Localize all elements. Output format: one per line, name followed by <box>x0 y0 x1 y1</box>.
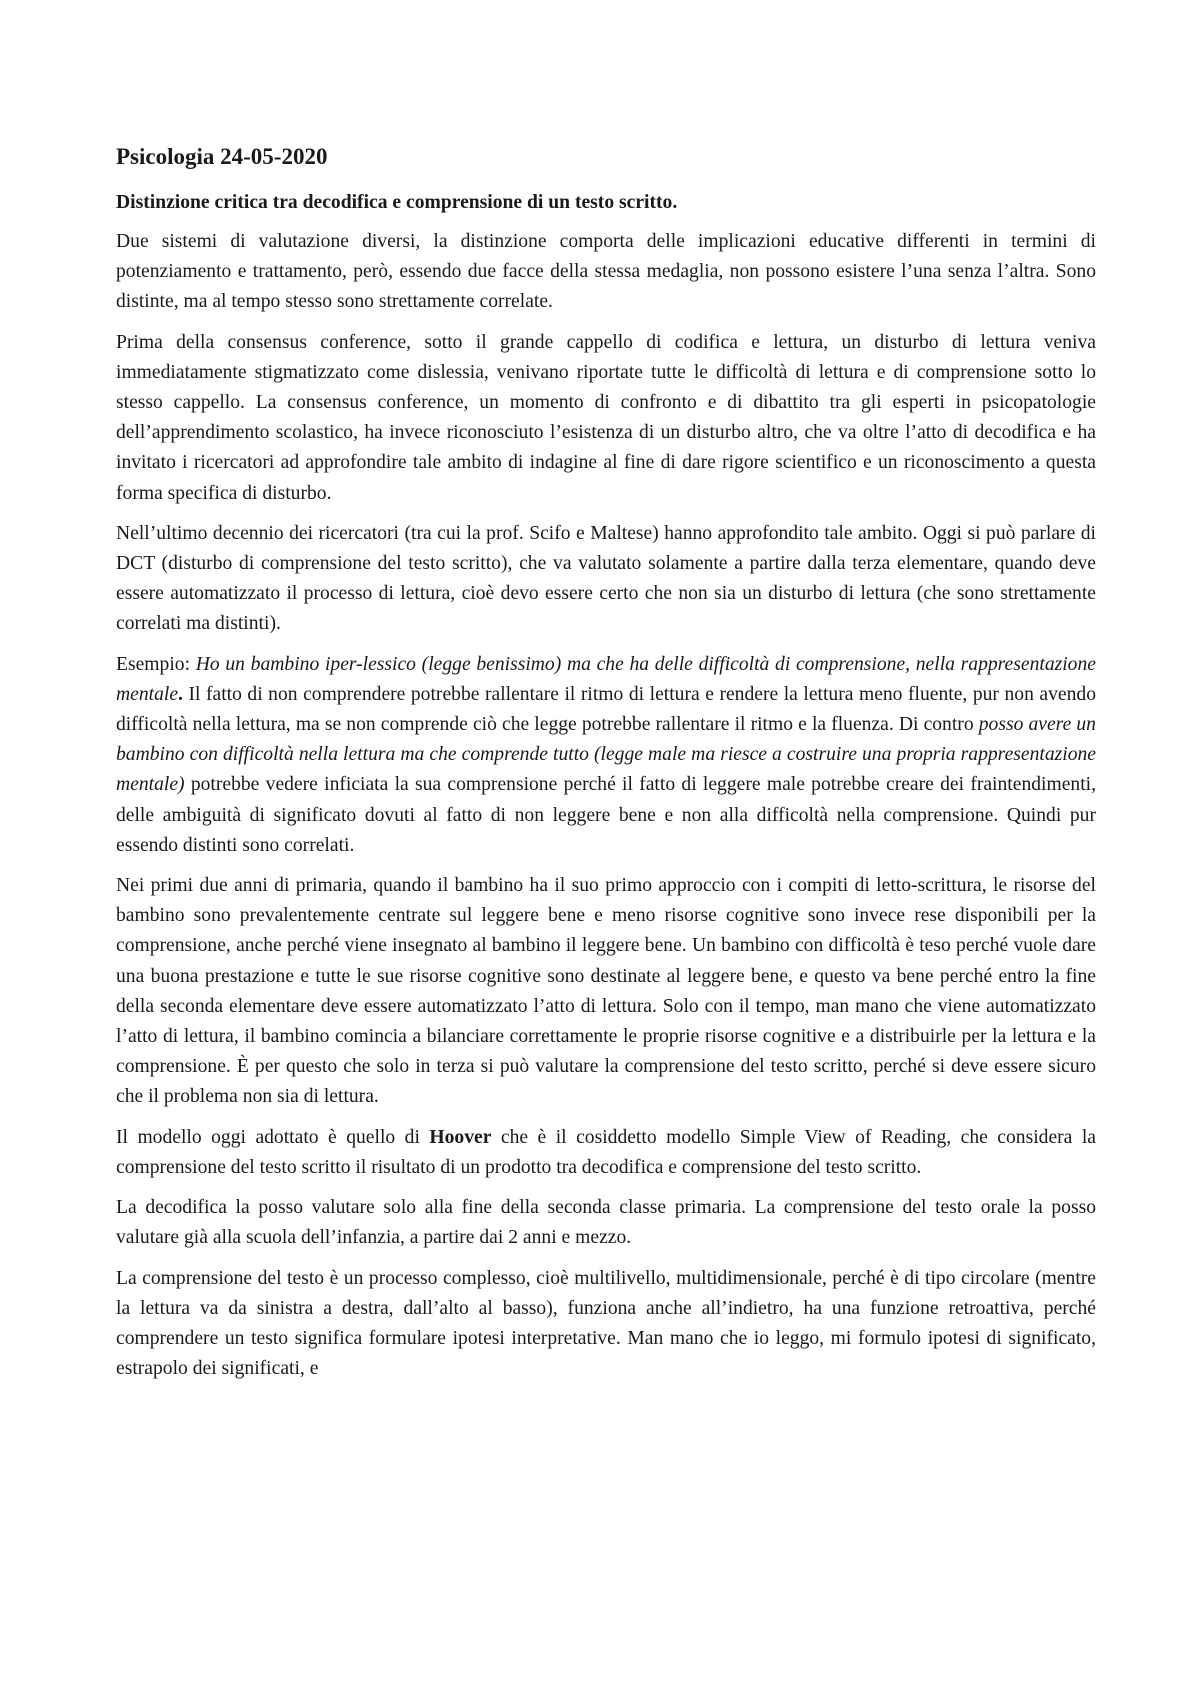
paragraph-8: La comprensione del testo è un processo complesso, cioè multilivello, multidimensionale, perché è di tipo circolare (mentre la lettura va da sinistra a destra, dall’alto al basso), funziona anche all’indietro, ha una funzione retroattiva, perché comprendere un testo significa formulare ipotesi interpretative. Man mano che io leggo, mi formulo ipotesi di significato, estrapolo dei significati, e <box>116 1267 1096 1380</box>
hoover-name: Hoover <box>429 1126 492 1148</box>
paragraph-7: La decodifica la posso valutare solo alla fine della seconda classe primaria. La comprensione del testo orale la posso valutare già alla scuola dell’infanzia, a partire dai 2 anni e mezzo. <box>116 1197 1096 1249</box>
paragraph-3: Nell’ultimo decennio dei ricercatori (tra cui la prof. Scifo e Maltese) hanno approfondito tale ambito. Oggi si può parlare di DCT (disturbo di comprensione del testo scritto), che va valutato solamente a partire dalla terza elementare, quando deve essere automatizzato il processo di lettura, cioè devo essere certo che non sia un disturbo di lettura (che sono strettamente correlati ma distinti). <box>116 522 1096 635</box>
document-body <box>116 141 1096 1394</box>
paragraph-1: Due sistemi di valutazione diversi, la distinzione comporta delle implicazioni educative differenti in termini di potenziamento e trattamento, però, essendo due facce della stessa medaglia, non possono esistere l’una senza l’altra. Sono distinte, ma al tempo stesso sono strettamente correlate. <box>116 231 1096 313</box>
paragraph-4-example <box>116 650 1096 861</box>
example-tail: potrebbe vedere inficiata la sua comprensione perché il fatto di leggere male potrebbe creare dei fraintendimenti, delle ambiguità di significato dovuti al fatto di non leggere bene e non alla difficoltà nella comprensione. Quindi pur essendo distinti sono correlati. <box>116 774 1096 856</box>
paragraph-6 <box>116 1123 1096 1183</box>
section-heading: Distinzione critica tra decodifica e comprensione di un testo scritto. <box>116 192 678 213</box>
paragraph-2: Prima della consensus conference, sotto il grande cappello di codifica e lettura, un disturbo di lettura veniva immediatamente stigmatizzato come dislessia, venivano riportate tutte le difficoltà di lettura e di comprensione sotto lo stesso cappello. La consensus conference, un momento di confronto e di dibattito tra gli esperti in psicopatologie dell’apprendimento scolastico, ha invece riconosciuto l’esistenza di un disturbo altro, che va oltre l’atto di decodifica e ha invitato i ricercatori ad approfondire tale ambito di indagine al fine di dare rigore scientifico e un riconoscimento a questa forma specifica di disturbo. <box>116 331 1096 504</box>
example-lead: Esempio: <box>116 653 196 675</box>
hoover-tail: che è il cosiddetto modello Simple View of Reading, che considera la comprensione del testo scritto il risultato di un prodotto tra decodifica e comprensione del testo scritto. <box>116 1126 1096 1178</box>
paragraph-5: Nei primi due anni di primaria, quando il bambino ha il suo primo approccio con i compiti di letto-scrittura, le risorse del bambino sono prevalentemente centrate sul leggere bene e meno risorse cognitive sono invece rese disponibili per la comprensione, anche perché viene insegnato al bambino il leggere bene. Un bambino con difficoltà è teso perché vuole dare una buona prestazione e tutte le sue risorse cognitive sono destinate al leggere bene, e questo va bene perché entro la fine della seconda elementare deve essere automatizzato l’atto di lettura. Solo con il tempo, man mano che viene automatizzato l’atto di lettura, il bambino comincia a bilanciare correttamente le proprie risorse cognitive e a distribuirle per la lettura e la comprensione. È per questo che solo in terza si può valutare la comprensione del testo scritto, perché si deve essere sicuro che il problema non sia di lettura. <box>116 875 1096 1108</box>
example-bold-period: . <box>178 683 183 705</box>
hoover-lead: Il modello oggi adottato è quello di <box>116 1126 430 1148</box>
example-italic-1: Ho un bambino iper-lessico (legge benissimo) ma che ha delle difficoltà di comprensione, nella rappresentazione mentale <box>116 653 1096 705</box>
example-middle: Il fatto di non comprendere potrebbe rallentare il ritmo di lettura e rendere la lettura meno fluente, pur non avendo difficoltà nella lettura, ma se non comprende ciò che legge potrebbe rallentare il ritmo e la fluenza. Di contro <box>116 683 1096 736</box>
example-italic-2: posso avere un bambino con difficoltà nella lettura ma che comprende tutto (legge male ma riesce a costruire una propria rappresentazione mentale) <box>116 714 1096 796</box>
document-title: Psicologia 24-05-2020 <box>116 144 328 169</box>
